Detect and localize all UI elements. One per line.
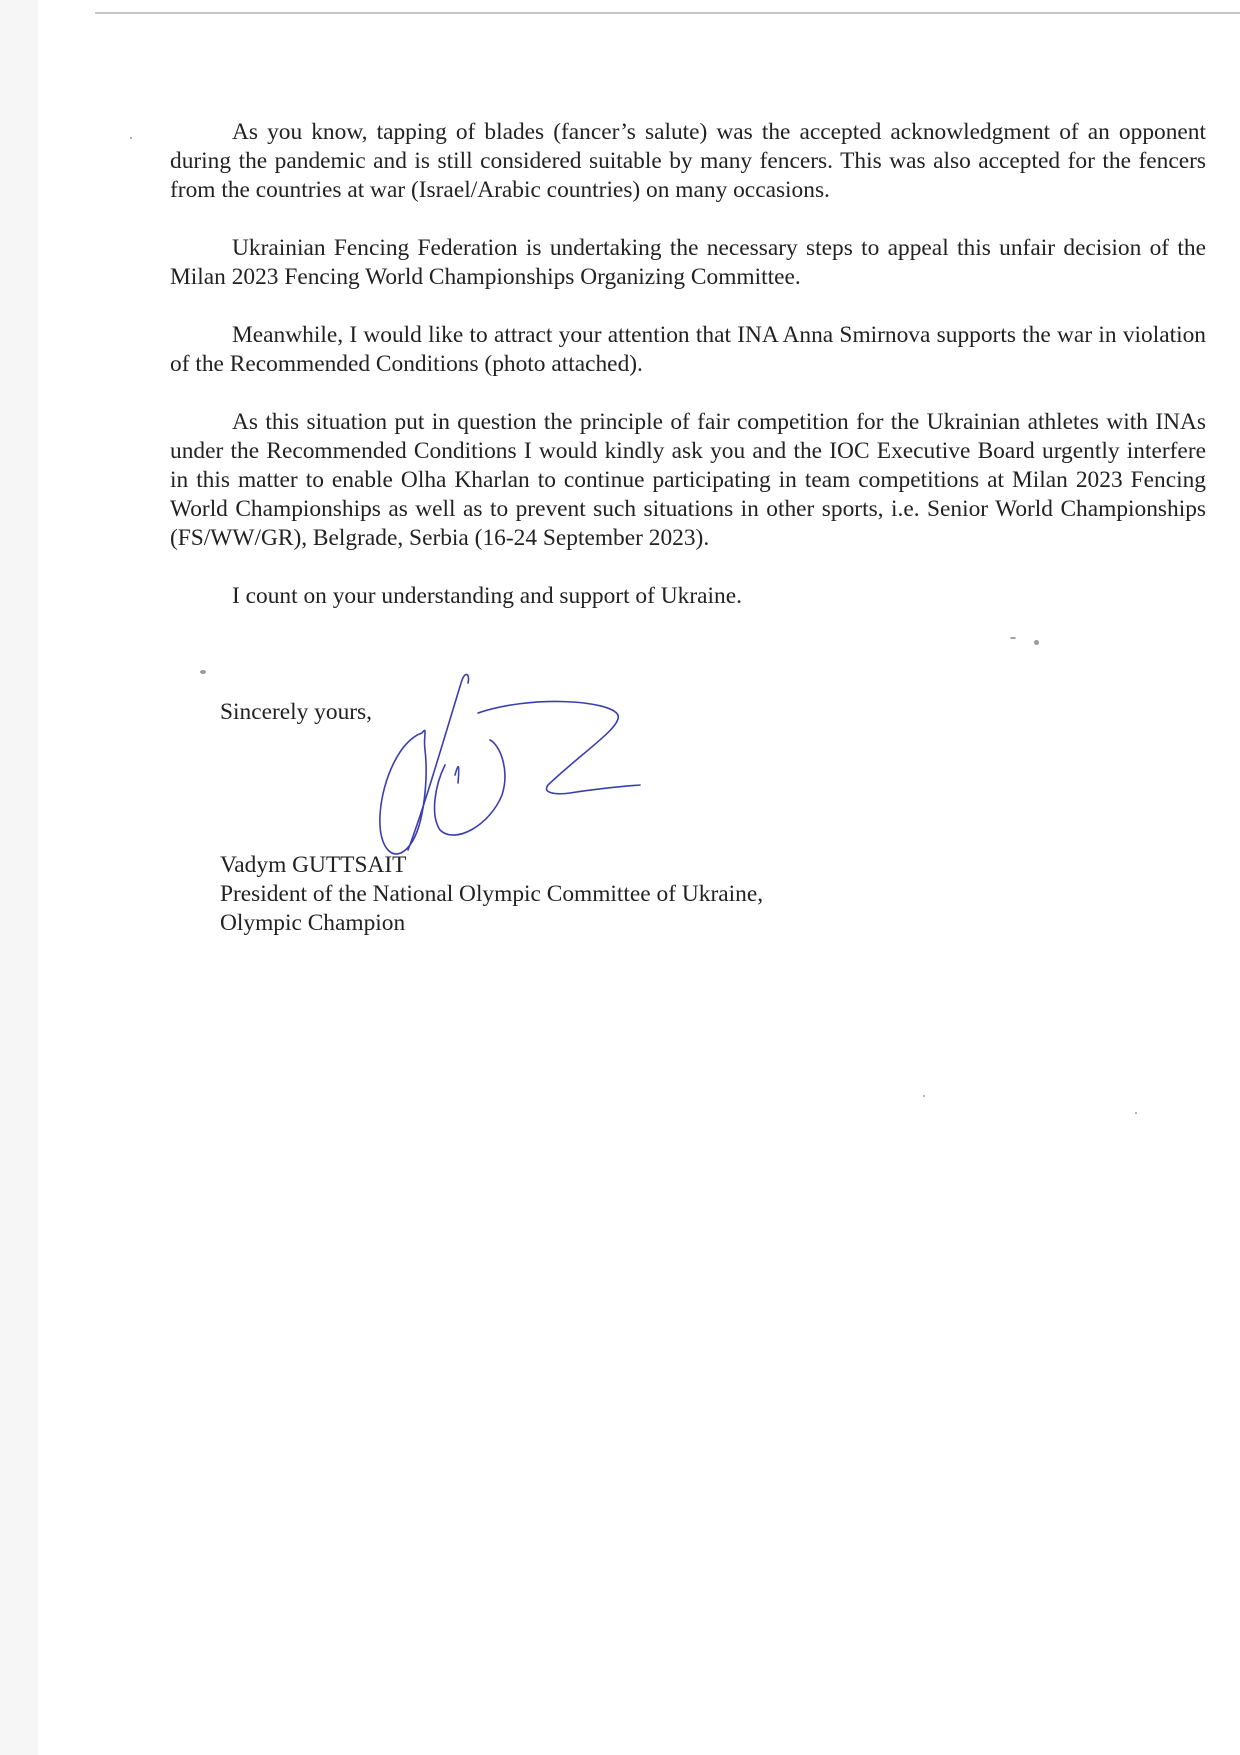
scan-speck	[1135, 1112, 1137, 1114]
letter-body	[170, 118, 1206, 640]
handwritten-signature	[370, 665, 700, 875]
scan-edge-line	[95, 12, 1240, 14]
signatory-name: Vadym GUTTSAIT	[220, 852, 407, 878]
scan-speck	[130, 137, 132, 139]
scan-shadow	[0, 0, 38, 1755]
scan-speck	[1010, 637, 1016, 639]
closing-line: Sincerely yours,	[220, 699, 373, 725]
paragraph-support: I count on your understanding and support of Ukraine.	[232, 583, 742, 609]
paragraph-appeal: Ukrainian Fencing Federation is undertaking the necessary steps to appeal this unfair decision of the Milan 2023 Fencing World Championships Organizing Committee.	[170, 235, 1206, 290]
paragraph-request: As this situation put in question the principle of fair competition for the Ukrainian athletes with INAs under the Recommended Conditions I would kindly ask you and the IOC Executive Board urgently interfere in this matter to enable Olha Kharlan to continue participating in team competitions at Milan 2023 Fencing World Championships as well as to prevent such situations in other sports, i.e. Senior World Championships (FS/WW/GR), Belgrade, Serbia (16-24 September 2023).	[170, 409, 1206, 551]
signatory-title: President of the National Olympic Committee of Ukraine,	[220, 881, 764, 907]
scan-speck	[923, 1095, 925, 1097]
scan-speck	[200, 670, 206, 674]
signature-block	[220, 851, 763, 938]
paragraph-fencers-salute: As you know, tapping of blades (fancer’s salute) was the accepted acknowledgment of an opponent during the pandemic and is still considered suitable by many fencers. This was also accepted for the fencers from the countries at war (Israel/Arabic countries) on many occasions.	[170, 119, 1206, 203]
scan-speck	[1034, 640, 1039, 645]
paragraph-ina-smirnova: Meanwhile, I would like to attract your attention that INA Anna Smirnova supports the war in violation of the Recommended Conditions (photo attached).	[170, 322, 1206, 377]
signatory-honor: Olympic Champion	[220, 910, 406, 936]
